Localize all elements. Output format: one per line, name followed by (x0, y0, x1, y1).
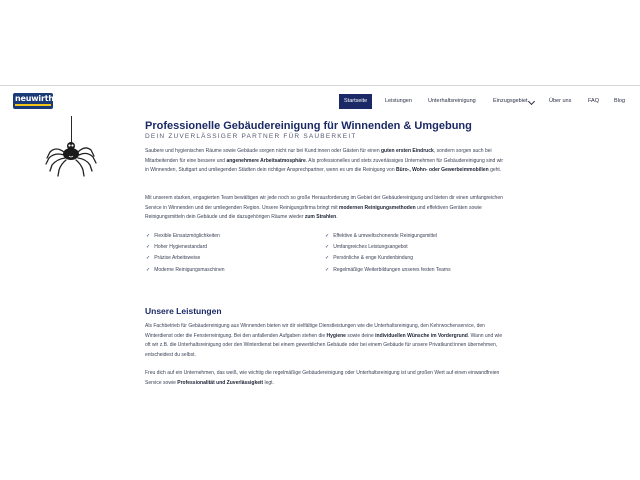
feature-item: ✓ Regelmäßige Weiterbildungen unseres festen Teams (325, 267, 451, 273)
body-text: Als Fachbetrieb für Gebäudereinigung aus Winnenden bieten wir dir vielfältige Dienstleistungen wie die Unterhaltsreinigung, den Kehrwochenservice, den Winterdienst oder die Fensterreinigung. Bei den anfallenden Aufgaben stehen die (145, 323, 485, 339)
body-text: sowie deine (345, 332, 376, 339)
emphasis-text: individuellen Wünsche im Vordergrund (375, 332, 468, 339)
body-text: geht. (488, 167, 502, 173)
check-icon: ✓ (325, 255, 330, 261)
check-icon: ✓ (146, 267, 151, 273)
page-title: Professionelle Gebäudereinigung für Winnenden & Umgebung (145, 120, 472, 132)
feature-item: ✓ Präzise Arbeitsweise (146, 255, 201, 261)
services-paragraph-1 (145, 322, 505, 360)
body-text: Mit unserem starken, engagierten Team bewältigen wir jede noch so große Herausforderung im Gebiet der Gebäudereinigung und bieten dir einen umfangreichen Service in Winnenden und der umliegenden Region. Unsere Reinigungsfirma bringt mit (145, 195, 503, 211)
body-text: legt. (263, 379, 274, 386)
nav-item-faq[interactable]: FAQ (588, 98, 600, 104)
check-icon: ✓ (146, 244, 151, 250)
emphasis-text: Büro-, Wohn- oder Gewerbeimmobilien (396, 167, 489, 173)
feature-item: ✓ Flexible Einsatzmöglichkeiten (146, 233, 220, 239)
logo-stripe (15, 104, 51, 106)
nav-item-einzugsgebiet[interactable]: Einzugsgebiet (493, 98, 528, 104)
feature-item: ✓ Persönliche & enge Kundenbindung (325, 255, 413, 261)
emphasis-text: angenehmere Arbeitsatmosphäre (226, 157, 306, 164)
nav-item-unterhaltsreinigung[interactable]: Unterhaltsreinigung (428, 98, 476, 104)
nav-item-startseite[interactable]: Startseite (339, 94, 372, 109)
check-icon: ✓ (325, 233, 330, 239)
site-header (0, 86, 640, 116)
feature-item: ✓ Effektive & umweltschonende Reinigungsmittel (325, 233, 438, 239)
emphasis-text: Professionalität und Zuverlässigkeit (177, 379, 264, 386)
spider-decoration-icon (44, 140, 100, 180)
feature-item: ✓ Moderne Reinigungsmaschinen (146, 267, 225, 273)
page-subtitle: DEIN ZUVERLÄSSIGER PARTNER FÜR SAUBERKEIT (145, 133, 357, 140)
nav-item-leistungen[interactable]: Leistungen (385, 98, 412, 104)
emphasis-text: modernen Reinigungsmethoden (339, 204, 416, 211)
logo-text: neuwirth (15, 94, 54, 103)
nav-item-ueber-uns[interactable]: Über uns (549, 98, 572, 104)
body-text: , sondern sorgen auch bei Mitarbeitenden für eine bessere und (145, 148, 492, 164)
check-icon: ✓ (146, 233, 151, 239)
check-icon: ✓ (146, 255, 151, 261)
emphasis-text: guten ersten Eindruck (381, 148, 434, 154)
services-paragraph-2 (145, 369, 505, 388)
intro-paragraph-2 (145, 194, 505, 223)
body-text: Saubere und hygienischen Räume sowie Gebäude sorgen nicht nur bei Kund:innen oder Gästen für einen (145, 148, 381, 154)
logo[interactable] (13, 93, 53, 109)
body-text: Freu dich auf ein Unternehmen, das weiß, wie wichtig die regelmäßige Gebäudereinigung oder Unterhaltsreinigung ist und großen Wert auf einen einwandfreien Service sowie (145, 370, 500, 386)
intro-paragraph-1 (145, 147, 505, 176)
body-text: und effektiven Geräten sowie Reinigungsmitteln dein Gebäude und die dazugehörigen Räume wieder (145, 204, 482, 220)
feature-item: ✓ Umfangreiches Leistungsangebot (325, 244, 408, 250)
body-text: . Als professionelles und stets zuverlässiges Unternehmen für Gebäudereinigung sind wir in Winnenden, Stuttgart und umliegenden Städten dein richtiger Ansprechpartner, wenn es um die Reinigung von (145, 157, 504, 173)
emphasis-text: zum Strahlen (304, 214, 337, 220)
feature-item: ✓ Hoher Hygienestandard (146, 244, 208, 250)
check-icon: ✓ (325, 267, 330, 273)
emphasis-text: Hygiene (326, 332, 346, 339)
services-heading: Unsere Leistungen (145, 306, 222, 316)
nav-item-blog[interactable]: Blog (614, 98, 626, 104)
body-text: . Wann und wie oft wir z.B. die Unterhaltsreinigung oder den Winterdienst bei einem gewerblichen Gebäude oder bei einem Gebäude für unsere Privatkund:innen übernehmen, entscheidest du selbst. (145, 332, 503, 358)
body-text: . (336, 214, 338, 220)
check-icon: ✓ (325, 244, 330, 250)
